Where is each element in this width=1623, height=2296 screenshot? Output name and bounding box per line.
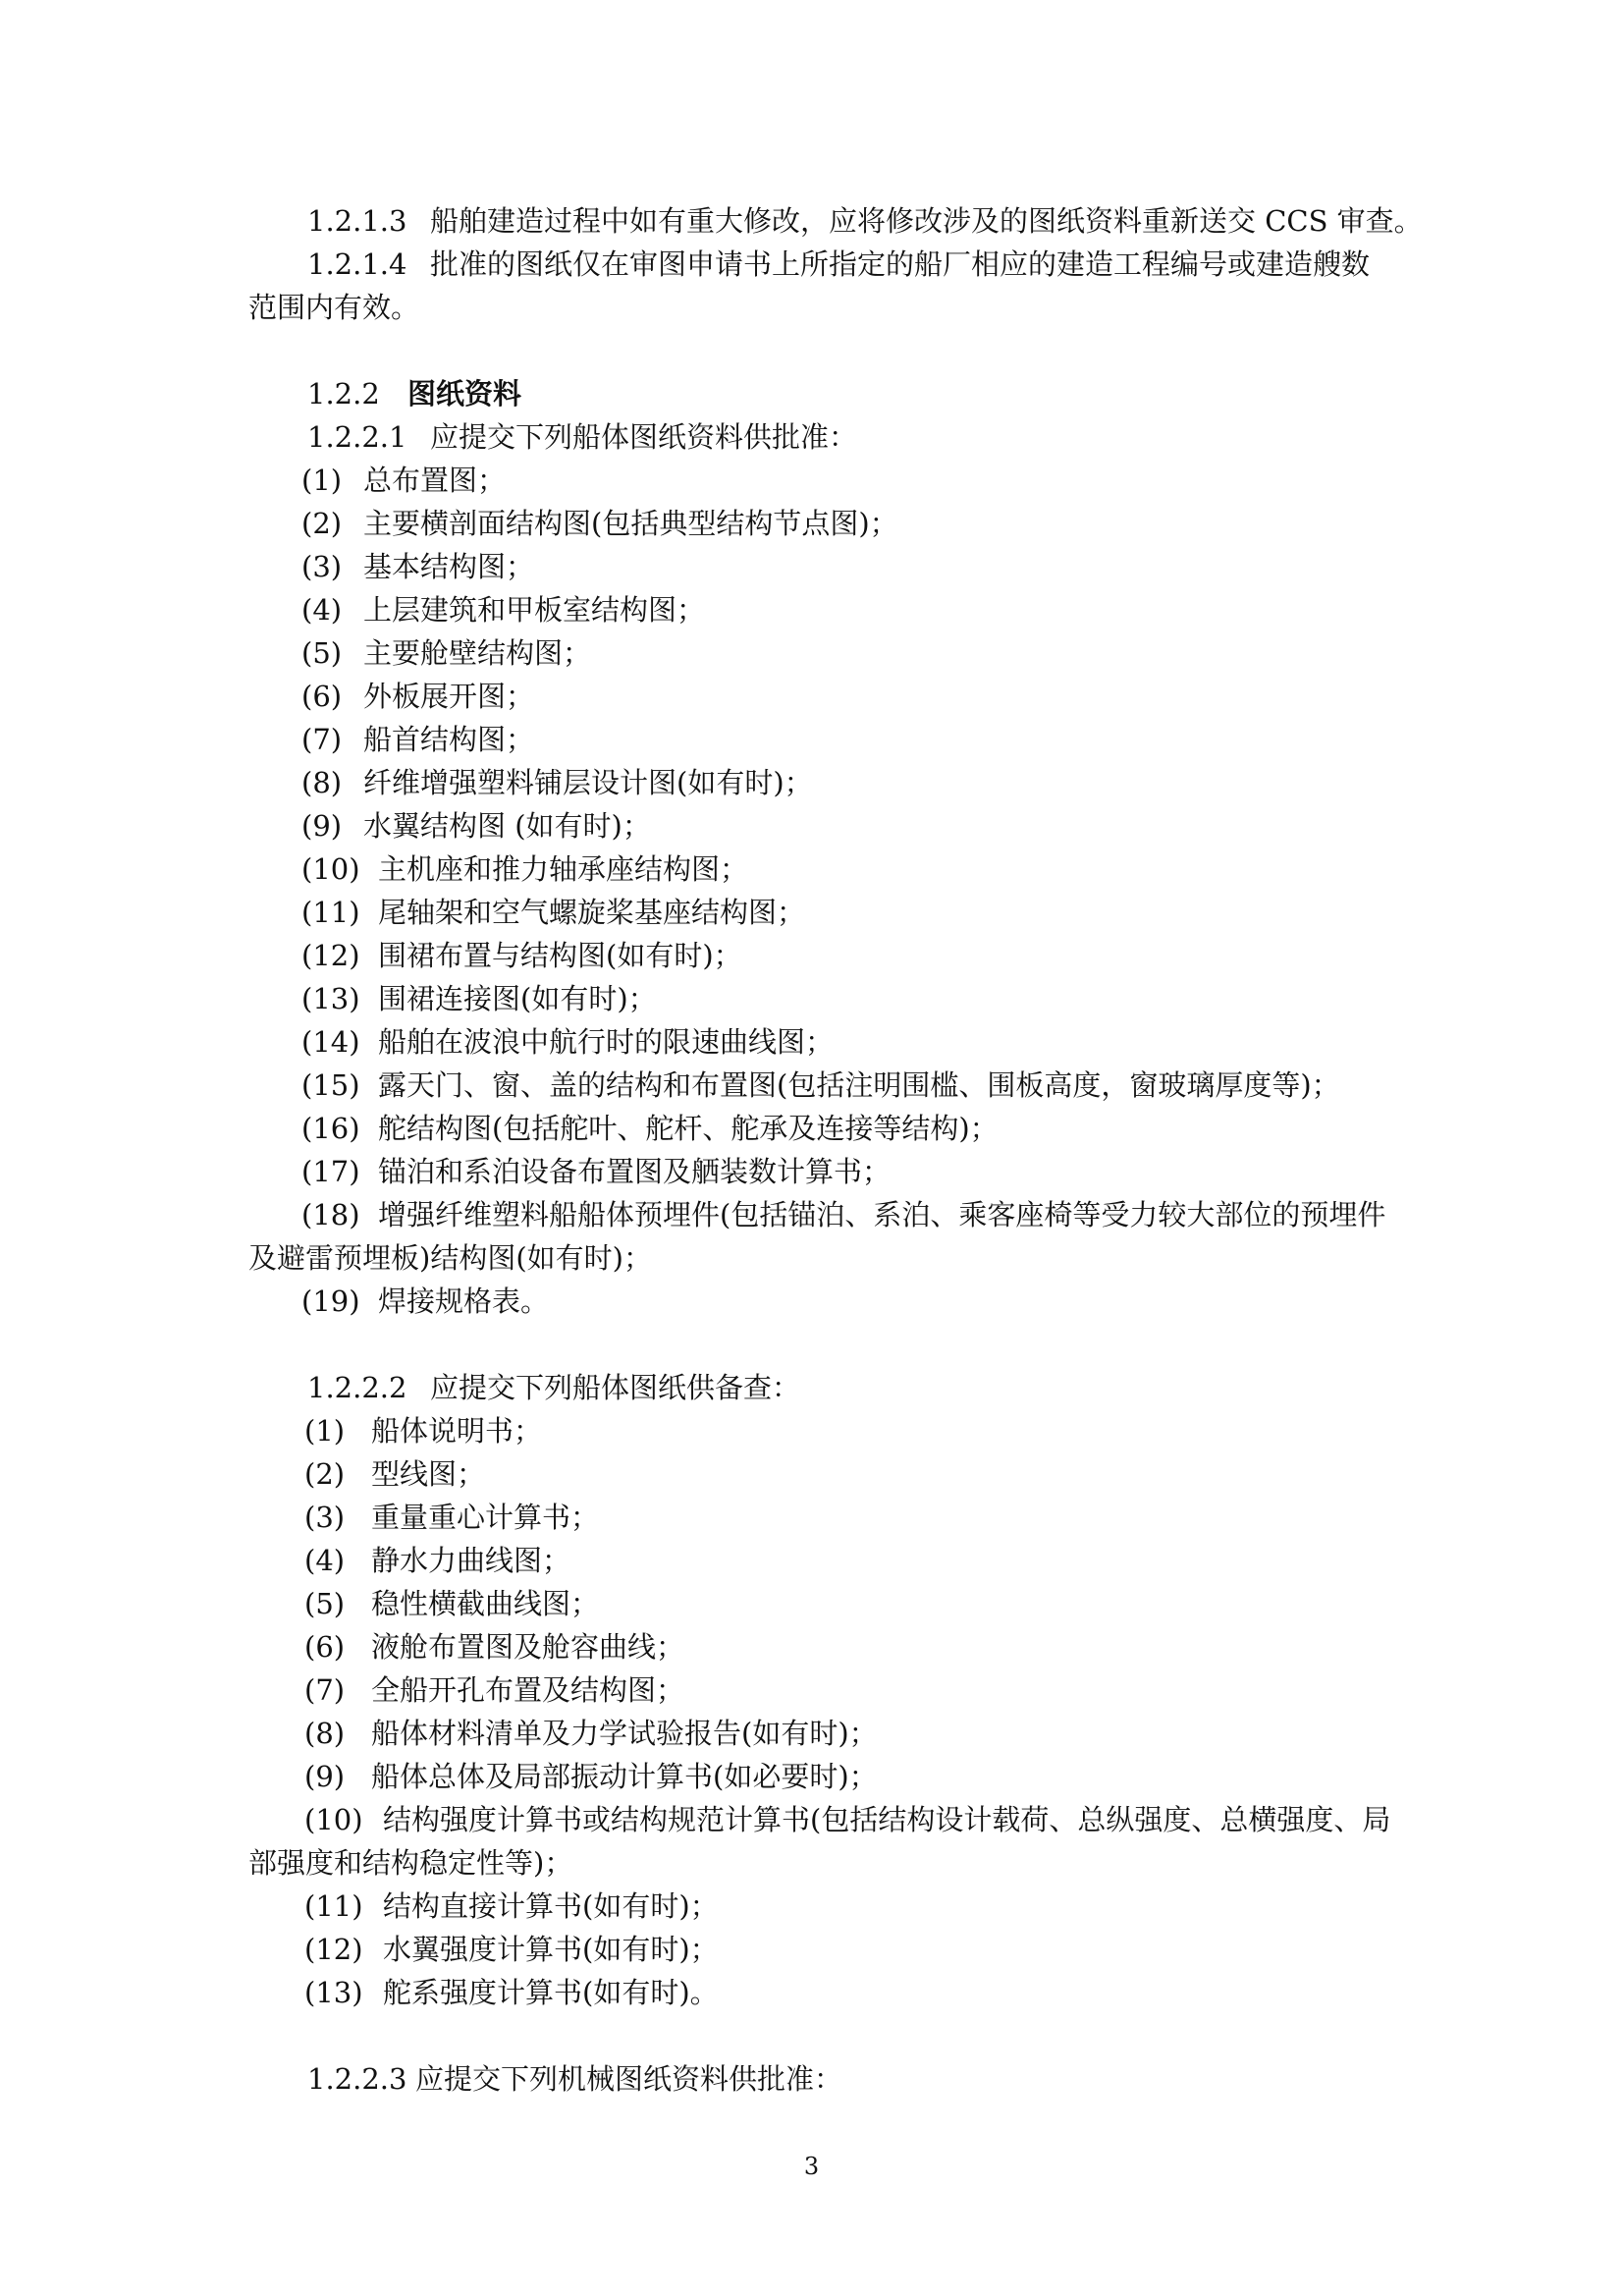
clause-number: 1.2.1.3	[307, 204, 407, 238]
clause-1-2-2-1	[307, 415, 857, 459]
list-item: (2) 型线图；	[304, 1457, 486, 1491]
section-number: 1.2.2	[307, 377, 380, 410]
clause-1-2-1-4	[307, 243, 1370, 286]
list-item-continuation: 及避雷预埋板)结构图(如有时)；	[248, 1241, 652, 1275]
section-heading	[307, 372, 521, 415]
list-item: (8) 纤维增强塑料铺层设计图(如有时)；	[301, 766, 813, 799]
list-item: (6) 外板展开图；	[301, 680, 535, 713]
clause-1-2-2-2	[307, 1366, 800, 1409]
list-item: (17) 锚泊和系泊设备布置图及舾装数计算书；	[301, 1155, 892, 1188]
page-number: 3	[803, 2153, 820, 2180]
list-item: (12) 围裙布置与结构图(如有时)；	[301, 939, 742, 972]
list-item: (14) 船舶在波浪中航行时的限速曲线图；	[301, 1025, 835, 1059]
list-item: (11) 尾轴架和空气螺旋桨基座结构图；	[301, 896, 806, 929]
clause-text: 应提交下列船体图纸供备查：	[430, 1371, 801, 1404]
list-item: (1) 总布置图；	[301, 464, 507, 497]
list-item: (10) 结构强度计算书或结构规范计算书(包括结构设计载荷、总纵强度、总横强度、局	[304, 1803, 1391, 1836]
clause-text: 应提交下列船体图纸资料供批准：	[430, 420, 858, 454]
list-item: (18) 增强纤维塑料船船体预埋件(包括锚泊、系泊、乘客座椅等受力较大部位的预埋件	[301, 1198, 1386, 1231]
list-item-continuation: 部强度和结构稳定性等)；	[248, 1846, 573, 1880]
list-item: (5) 主要舱壁结构图；	[301, 636, 592, 670]
clause-1-2-1-3	[307, 199, 1423, 243]
clause-text: 船舶建造过程中如有重大修改，应将修改涉及的图纸资料重新送交 CCS 审查。	[430, 204, 1423, 238]
list-item: (3) 基本结构图；	[301, 550, 535, 583]
clause-number: 1.2.2.2	[307, 1371, 407, 1404]
list-item: (4) 静水力曲线图；	[304, 1544, 571, 1577]
list-item: (9) 水翼结构图 (如有时)；	[301, 809, 651, 843]
list-item: (7) 全船开孔布置及结构图；	[304, 1673, 685, 1707]
list-item: (12) 水翼强度计算书(如有时)；	[304, 1933, 719, 1966]
list-item: (19) 焊接规格表。	[301, 1285, 550, 1318]
list-item: (3) 重量重心计算书；	[304, 1501, 600, 1534]
list-item: (6) 液舱布置图及舱容曲线；	[304, 1630, 685, 1664]
clause-number: 1.2.2.3	[307, 2062, 407, 2096]
list-item: (8) 船体材料清单及力学试验报告(如有时)；	[304, 1717, 878, 1750]
clause-number: 1.2.1.4	[307, 247, 407, 281]
list-item: (7) 船首结构图；	[301, 723, 535, 756]
list-item: (2) 主要横剖面结构图(包括典型结构节点图)；	[301, 507, 898, 540]
clause-1-2-1-4-continuation: 范围内有效。	[248, 291, 420, 324]
section-title: 图纸资料	[407, 377, 522, 410]
clause-number: 1.2.2.1	[307, 420, 407, 454]
list-item: (1) 船体说明书；	[304, 1414, 543, 1448]
clause-text: 应提交下列机械图纸资料供批准：	[415, 2062, 843, 2096]
list-item: (13) 舵系强度计算书(如有时)。	[304, 1976, 719, 2009]
clause-text: 批准的图纸仅在审图申请书上所指定的船厂相应的建造工程编号或建造艘数	[430, 247, 1371, 281]
list-item: (15) 露天门、窗、盖的结构和布置图(包括注明围槛、围板高度，窗玻璃厚度等)；	[301, 1068, 1340, 1102]
list-item: (5) 稳性横截曲线图；	[304, 1587, 600, 1620]
list-item: (10) 主机座和推力轴承座结构图；	[301, 852, 749, 886]
list-item: (16) 舵结构图(包括舵叶、舵杆、舵承及连接等结构)；	[301, 1112, 999, 1145]
list-item: (13) 围裙连接图(如有时)；	[301, 982, 657, 1015]
list-item: (9) 船体总体及局部振动计算书(如必要时)；	[304, 1760, 878, 1793]
clause-1-2-2-3	[307, 2057, 842, 2101]
list-item: (4) 上层建筑和甲板室结构图；	[301, 593, 706, 627]
list-item: (11) 结构直接计算书(如有时)；	[304, 1889, 719, 1923]
